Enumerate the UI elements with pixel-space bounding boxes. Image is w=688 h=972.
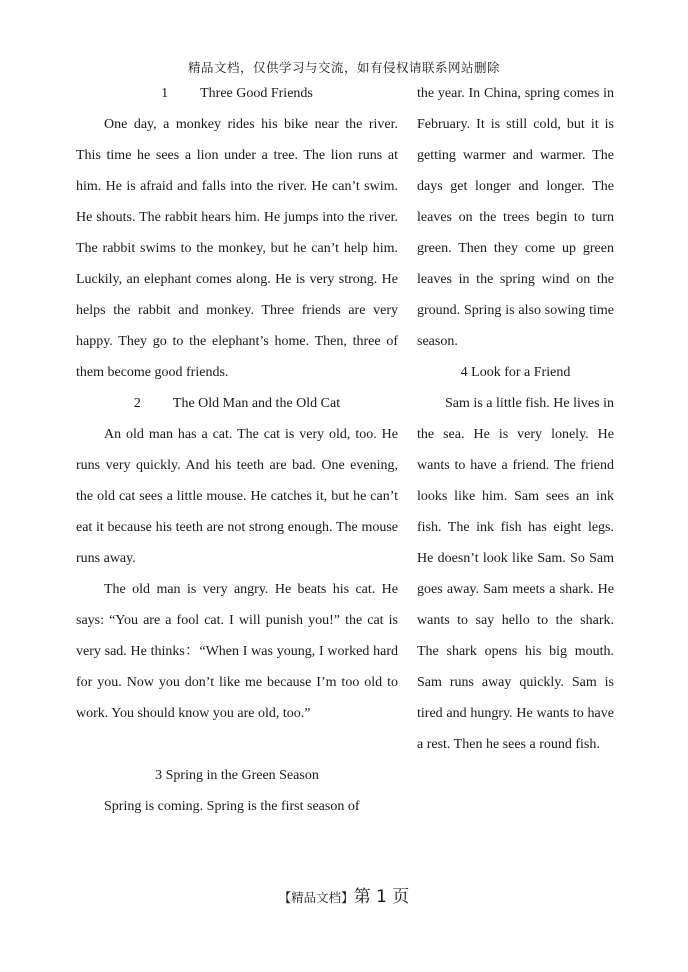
story-2-paragraph-1: An old man has a cat. The cat is very old, too. He runs very quickly. And his teeth are bad. One evening, the old cat sees a little mouse. He catches it, but he can’t eat it because his teeth are not strong enough. The mouse runs away. xyxy=(76,427,398,566)
story-2-paragraph-2: The old man is very angry. He beats his cat. He says: “You are a fool cat. I will punish you!” the cat is very sad. He thinks：“When I was young, I worked hard for you. Now you don’t like me because I’m too old to work. You should know you are old, too.” xyxy=(76,582,398,721)
right-column xyxy=(417,78,614,760)
story-2-title xyxy=(76,388,398,419)
story-4-paragraph: Sam is a little fish. He lives in the sea. He is very lonely. He wants to have a friend. The friend looks like him. Sam sees an ink fish. The ink fish has eight legs. He doesn’t look like Sam. So Sam goes away. Sam meets a shark. He wants to say hello to the shark. The shark opens his big mouth. Sam runs away quickly. Sam is tired and hungry. He wants to have a rest. Then he sees a round fish. xyxy=(417,396,614,752)
page-number: 第 1 页 xyxy=(353,887,410,907)
story-1-paragraph: One day, a monkey rides his bike near the river. This time he sees a lion under a tree. The lion runs at him. He is afraid and falls into the river. He can’t swim. He shouts. The rabbit hears him. He jumps into the river. The rabbit swims to the monkey, but he can’t help him. Luckily, an elephant comes along. He is very strong. He helps the rabbit and monkey. Three friends are very happy. They go to the elephant’s home. Then, three of them become good friends. xyxy=(76,117,398,380)
story-4-title: 4 Look for a Friend xyxy=(460,365,571,380)
story-3-paragraph-start: Spring is coming. Spring is the first season of xyxy=(104,799,360,814)
footer-label: 【精品文档】 xyxy=(278,890,354,905)
story-1-title-text: Three Good Friends xyxy=(200,86,313,101)
page-footer xyxy=(0,882,688,907)
story-1-number: 1 xyxy=(161,86,169,101)
story-2-title-text: The Old Man and the Old Cat xyxy=(172,396,341,411)
story-3-paragraph-continued: the year. In China, spring comes in February. It is still cold, but it is getting warmer and warmer. The days get longer and longer. The leaves on the trees begin to turn green. Then they come up green leaves in the spring wind on the ground. Spring is also sowing time season. xyxy=(417,86,614,349)
story-1-title xyxy=(76,78,398,109)
spacer xyxy=(76,729,398,760)
story-3-title: 3 Spring in the Green Season xyxy=(155,768,319,783)
story-2-number: 2 xyxy=(133,396,141,411)
left-column xyxy=(76,78,398,822)
page-header: 精品文档，仅供学习与交流，如有侵权请联系网站删除 xyxy=(187,60,500,75)
